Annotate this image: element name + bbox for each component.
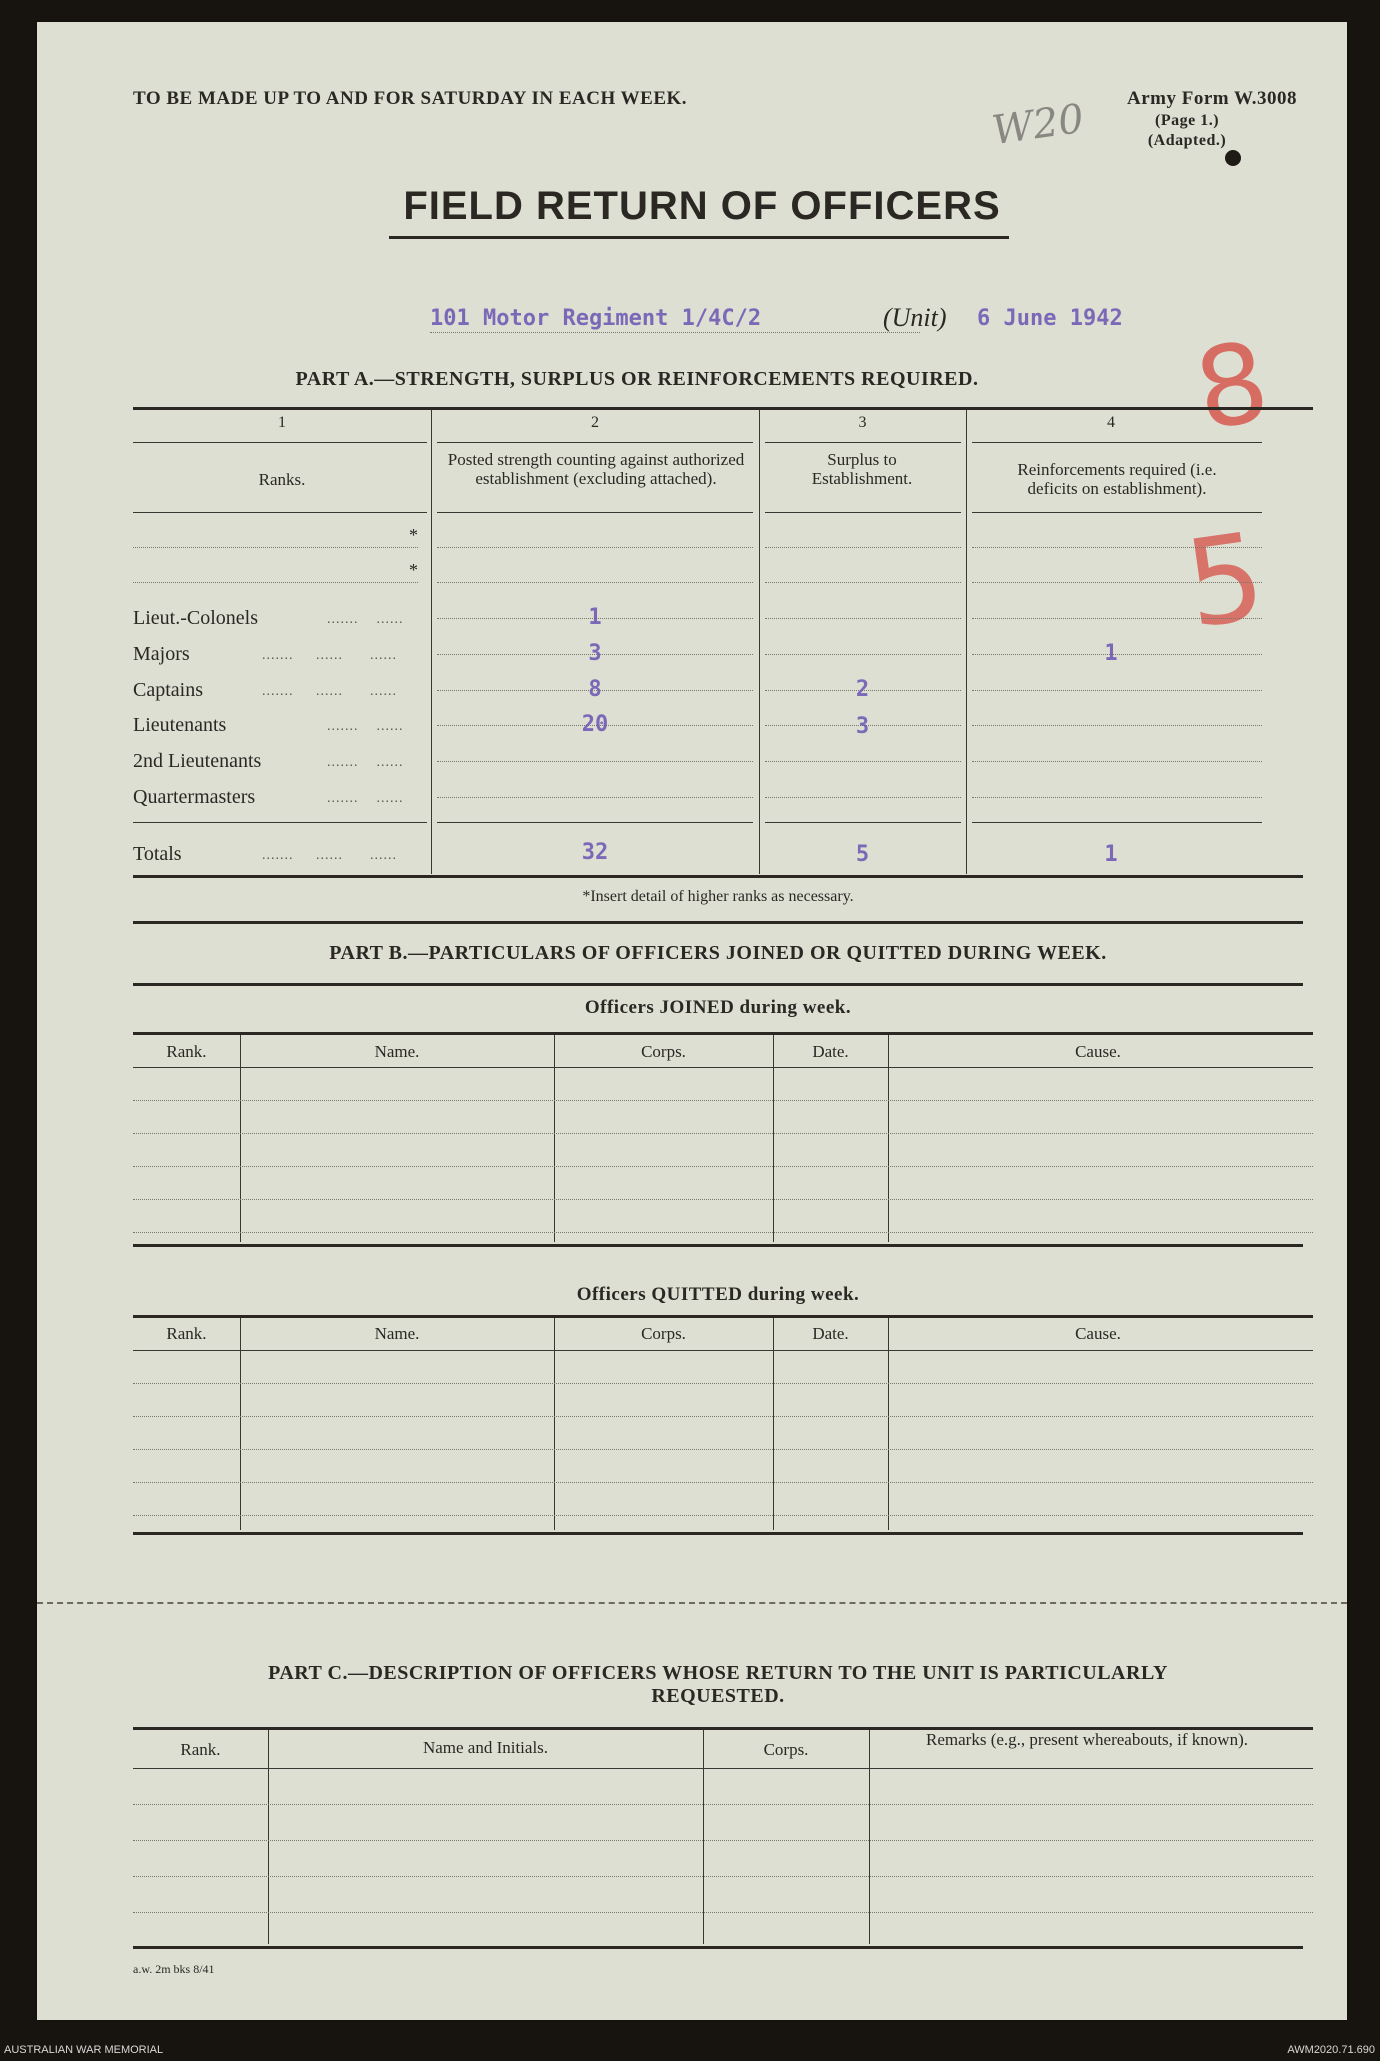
row-line [437, 582, 753, 583]
leader-dots: ....... ...... ...... [262, 848, 397, 863]
col-header-ranks: Ranks. [258, 470, 306, 489]
reinf-majors: 1 [1104, 641, 1118, 666]
posted-captains: 8 [588, 677, 602, 702]
rank-captains: Captains [133, 679, 203, 701]
row-line [765, 582, 961, 583]
quitted-row-line [133, 1482, 1313, 1483]
row-line [972, 725, 1262, 726]
leader-dots: ....... ...... ...... [262, 648, 397, 663]
totals-rule-1 [133, 822, 427, 823]
quitted-col-corps: Corps. [641, 1324, 686, 1343]
row-line [765, 547, 961, 548]
posted-lieut-colonels: 1 [588, 605, 602, 630]
blank-row-1-line [133, 547, 418, 548]
joined-bottom-rule [133, 1244, 1303, 1247]
row-line [437, 761, 753, 762]
col-header-posted: Posted strength counting against authorized establishment (excluding attached). [447, 450, 745, 488]
surplus-lieutenants: 3 [855, 714, 870, 739]
col-divider-2 [759, 410, 760, 874]
row-line [765, 797, 961, 798]
part-c-col-rank: Rank. [180, 1740, 221, 1759]
rank-2nd-lieutenants: 2nd Lieutenants [133, 750, 262, 772]
leader-dots: ....... ...... [327, 612, 404, 627]
totals-rule-3 [765, 822, 961, 823]
leader-dots: ....... ...... [327, 719, 404, 734]
joined-row-line [133, 1166, 1313, 1167]
totals-reinf: 1 [1104, 842, 1118, 867]
quitted-bottom-rule [133, 1532, 1303, 1535]
joined-col-date: Date. [812, 1042, 849, 1061]
quitted-row-line [133, 1416, 1313, 1417]
row-line [972, 547, 1262, 548]
part-c-row-line [133, 1840, 1313, 1841]
part-c-col-corps: Corps. [763, 1740, 809, 1759]
totals-rule-2 [437, 822, 753, 823]
quitted-col-rank: Rank. [166, 1324, 207, 1343]
joined-row-line [133, 1133, 1313, 1134]
tear-off-line [37, 1602, 1347, 1604]
joined-row-line [133, 1199, 1313, 1200]
header-rule-2 [437, 442, 753, 443]
form-number: Army Form W.3008 [1126, 88, 1297, 109]
quitted-title: Officers QUITTED during week. [576, 1284, 860, 1305]
archive-footer-right: AWM2020.71.690 [1287, 2044, 1375, 2056]
joined-col-cause: Cause. [1075, 1042, 1121, 1061]
quitted-top-rule [133, 1315, 1313, 1318]
form-page [37, 22, 1347, 2020]
header-rule-3 [765, 442, 961, 443]
row-line [972, 582, 1262, 583]
rank-quartermasters: Quartermasters [133, 786, 256, 808]
part-c-bottom-rule [133, 1946, 1303, 1949]
row-line [972, 761, 1262, 762]
row-line [437, 797, 753, 798]
part-b-heading-rule [133, 983, 1303, 986]
totals-rule-4 [972, 822, 1262, 823]
quitted-col-date: Date. [812, 1324, 849, 1343]
quitted-row-line [133, 1383, 1313, 1384]
header-rule-1 [133, 442, 427, 443]
row-line [437, 547, 753, 548]
rank-lieutenants: Lieutenants [133, 714, 227, 736]
joined-top-rule [133, 1032, 1313, 1035]
part-c-col-remarks: Remarks (e.g., present whereabouts, if known). [926, 1730, 1248, 1749]
part-c-row-line [133, 1876, 1313, 1877]
adapted-label: (Adapted.) [1147, 132, 1227, 149]
col-header-reinforcements: Reinforcements required (i.e. deficits on establishment). [1017, 460, 1217, 498]
rank-majors: Majors [133, 643, 190, 665]
surplus-captains: 2 [855, 677, 870, 702]
joined-row-line [133, 1232, 1313, 1233]
part-c-heading-line1: PART C.—DESCRIPTION OF OFFICERS WHOSE RETURN TO THE UNIT IS PARTICULARLY [268, 1662, 1168, 1684]
row-line [765, 618, 961, 619]
unit-value: 101 Motor Regiment 1/4C/2 [430, 306, 762, 331]
joined-col-rank: Rank. [166, 1042, 207, 1061]
blank-row-2-line [133, 582, 418, 583]
totals-surplus: 5 [855, 842, 870, 867]
part-c-header-rule [133, 1768, 1313, 1769]
col-number-2: 2 [591, 414, 599, 431]
asterisk-1: * [409, 525, 418, 545]
part-b-top-rule [133, 921, 1303, 924]
col-header-surplus: Surplus to Establishment. [811, 450, 913, 488]
page-label: (Page 1.) [1154, 112, 1220, 129]
joined-header-rule [133, 1067, 1313, 1068]
quitted-row-line [133, 1449, 1313, 1450]
posted-majors: 3 [588, 641, 602, 666]
quitted-col-cause: Cause. [1075, 1324, 1121, 1343]
totals-posted: 32 [581, 840, 609, 865]
header-instruction: TO BE MADE UP TO AND FOR SATURDAY IN EACH WEEK. [133, 88, 688, 109]
quitted-header-rule [133, 1350, 1313, 1351]
part-a-heading: PART A.—STRENGTH, SURPLUS OR REINFORCEMENTS REQUIRED. [295, 368, 979, 390]
part-b-heading: PART B.—PARTICULARS OF OFFICERS JOINED OR QUITTED DURING WEEK. [329, 942, 1107, 964]
part-c-heading-line2: REQUESTED. [651, 1685, 785, 1707]
col-number-3: 3 [858, 414, 867, 431]
subheader-rule-3 [765, 512, 961, 513]
row-line [765, 761, 961, 762]
rank-lieut-colonels: Lieut.-Colonels [133, 607, 258, 629]
punch-hole [1225, 150, 1241, 166]
part-a-top-rule [133, 407, 1313, 410]
joined-col-name: Name. [374, 1042, 420, 1061]
unit-dotted-line [430, 332, 920, 333]
return-date: 6 June 1942 [977, 306, 1123, 331]
part-a-footnote: *Insert detail of higher ranks as necessary. [582, 888, 854, 905]
leader-dots: ....... ...... [327, 791, 404, 806]
asterisk-2: * [409, 560, 418, 580]
subheader-rule-1 [133, 512, 427, 513]
part-c-row-line [133, 1804, 1313, 1805]
print-code: a.w. 2m bks 8/41 [133, 1962, 215, 1976]
leader-dots: ....... ...... [327, 755, 404, 770]
row-line [972, 690, 1262, 691]
subheader-rule-4 [972, 512, 1262, 513]
quitted-col-name: Name. [374, 1324, 420, 1343]
form-title: FIELD RETURN OF OFFICERS [403, 184, 1001, 228]
red-mark-8: 8 [1186, 316, 1278, 456]
row-line [972, 797, 1262, 798]
unit-label: (Unit) [883, 303, 947, 332]
title-underline [389, 236, 1009, 239]
header-rule-4 [972, 442, 1262, 443]
part-c-col-name: Name and Initials. [422, 1738, 549, 1757]
col-number-4: 4 [1107, 414, 1115, 431]
archive-footer-left: AUSTRALIAN WAR MEMORIAL [4, 2044, 164, 2056]
quitted-row-line [133, 1515, 1313, 1516]
red-mark-5: 5 [1177, 507, 1273, 656]
part-a-bottom-rule [133, 875, 1303, 878]
subheader-rule-2 [437, 512, 753, 513]
row-line [972, 618, 1262, 619]
joined-col-corps: Corps. [641, 1042, 686, 1061]
totals-label: Totals [133, 843, 182, 865]
row-line [765, 654, 961, 655]
joined-row-line [133, 1100, 1313, 1101]
leader-dots: ....... ...... ...... [262, 684, 397, 699]
part-c-row-line [133, 1912, 1313, 1913]
posted-lieutenants: 20 [581, 712, 609, 737]
joined-title: Officers JOINED during week. [584, 997, 852, 1018]
col-number-1: 1 [278, 414, 286, 431]
pencil-mark: W20 [989, 95, 1087, 155]
